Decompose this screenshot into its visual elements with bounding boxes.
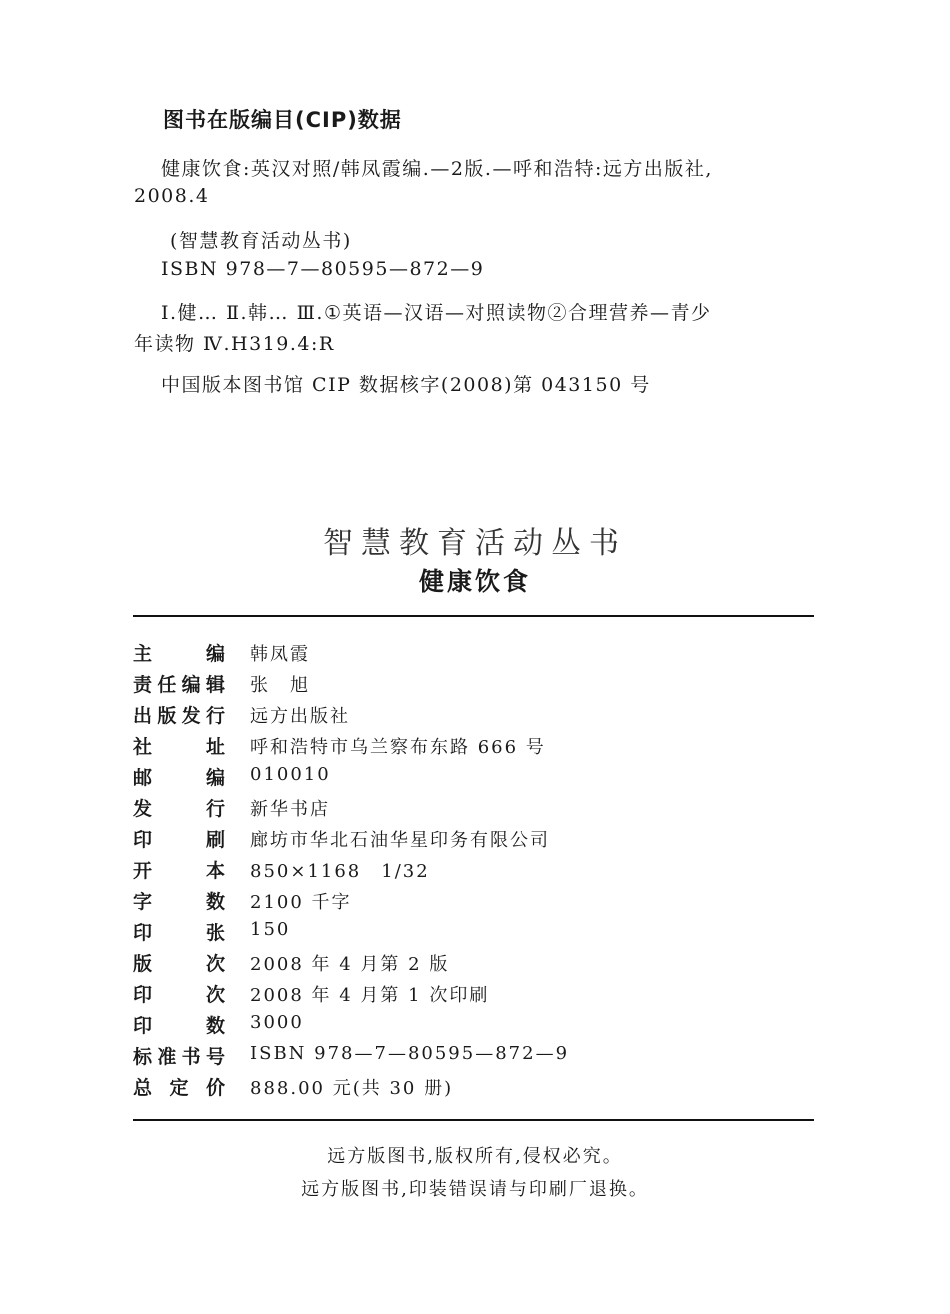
book-title: 健康饮食 [418, 567, 531, 596]
series-title: 智慧教育活动丛书 [323, 526, 627, 561]
imprint-label [133, 701, 225, 728]
imprint-label-char: 印 [133, 984, 153, 1006]
imprint-label-char: 号 [205, 1046, 225, 1068]
cip-line: ISBN 978—7—80595—872—9 [161, 258, 485, 280]
imprint-row [133, 670, 814, 701]
imprint-label [133, 1011, 225, 1038]
imprint-label [133, 980, 225, 1007]
imprint-label-char: 编 [181, 674, 201, 696]
imprint-label-char: 价 [205, 1077, 225, 1099]
cip-line: 年读物 Ⅳ.H319.4:R [134, 333, 335, 355]
imprint-label-char: 定 [169, 1077, 189, 1099]
cip-line: 健康饮食:英汉对照/韩凤霞编.—2版.—呼和浩特:远方出版社, [161, 158, 713, 180]
imprint-label-char: 标 [133, 1046, 153, 1068]
imprint-label [133, 763, 225, 790]
imprint-label-char: 编 [205, 643, 225, 665]
imprint-row [133, 1011, 814, 1042]
imprint-label [133, 1042, 225, 1069]
imprint-value: 2100 千字 [250, 892, 352, 913]
imprint-label-char: 本 [205, 860, 225, 882]
cip-line: (智慧教育活动丛书) [170, 230, 352, 252]
bottom-rule [133, 1119, 814, 1121]
imprint-label-char: 任 [157, 674, 177, 696]
imprint-row [133, 1073, 814, 1104]
imprint-label [133, 732, 225, 759]
imprint-value: 韩凤霞 [250, 644, 310, 665]
imprint-row [133, 980, 814, 1011]
imprint-label-char: 总 [133, 1077, 153, 1099]
imprint-value: 新华书店 [250, 799, 330, 820]
imprint-label-char: 址 [205, 736, 225, 758]
imprint-value: 010010 [250, 764, 331, 785]
imprint-label [133, 949, 225, 976]
imprint-label-char: 准 [157, 1046, 177, 1068]
imprint-label-char: 字 [133, 891, 153, 913]
imprint-value: 2008 年 4 月第 1 次印刷 [250, 985, 490, 1006]
cip-line: 2008.4 [134, 185, 210, 207]
imprint-label-char: 张 [205, 922, 225, 944]
imprint-row [133, 763, 814, 794]
imprint-row [133, 639, 814, 670]
imprint-row [133, 918, 814, 949]
imprint-label [133, 670, 225, 697]
imprint-row [133, 949, 814, 980]
imprint-value: 张 旭 [250, 675, 310, 696]
imprint-label-char: 邮 [133, 767, 153, 789]
imprint-value: 888.00 元(共 30 册) [250, 1078, 454, 1099]
imprint-row [133, 794, 814, 825]
imprint-label-char: 发 [181, 705, 201, 727]
imprint-label-char: 责 [133, 674, 153, 696]
imprint-label [133, 918, 225, 945]
imprint-label-char: 辑 [205, 674, 225, 696]
imprint-label [133, 639, 225, 666]
imprint-value: 3000 [250, 1012, 304, 1033]
imprint-value: ISBN 978—7—80595—872—9 [250, 1043, 570, 1064]
imprint-row [133, 732, 814, 763]
imprint-row [133, 701, 814, 732]
imprint-value: 呼和浩特市乌兰察布东路 666 号 [250, 737, 546, 758]
imprint-value: 远方出版社 [250, 706, 350, 727]
imprint-label-char: 行 [205, 705, 225, 727]
imprint-value: 2008 年 4 月第 2 版 [250, 954, 450, 975]
imprint-label-char: 刷 [205, 829, 225, 851]
imprint-label-char: 开 [133, 860, 153, 882]
imprint-label-char: 次 [205, 953, 225, 975]
imprint-label-char: 数 [205, 891, 225, 913]
imprint-label-char: 行 [205, 798, 225, 820]
imprint-label-char: 编 [205, 767, 225, 789]
defects-notice: 远方版图书,印装错误请与印刷厂退换。 [301, 1179, 649, 1200]
imprint-label [133, 1073, 225, 1100]
copyright-notice: 远方版图书,版权所有,侵权必究。 [327, 1146, 623, 1167]
cip-line: 中国版本图书馆 CIP 数据核字(2008)第 043150 号 [161, 374, 651, 396]
top-rule [133, 615, 814, 617]
imprint-row [133, 825, 814, 856]
imprint-value: 150 [250, 919, 291, 940]
imprint-label [133, 794, 225, 821]
imprint-label-char: 主 [133, 643, 153, 665]
imprint-label [133, 887, 225, 914]
imprint-row [133, 856, 814, 887]
imprint-label-char: 发 [133, 798, 153, 820]
imprint-label-char: 社 [133, 736, 153, 758]
imprint-label-char: 版 [133, 953, 153, 975]
imprint-label [133, 856, 225, 883]
imprint-label-char: 印 [133, 922, 153, 944]
imprint-label-char: 次 [205, 984, 225, 1006]
imprint-label [133, 825, 225, 852]
imprint-label-char: 数 [205, 1015, 225, 1037]
imprint-label-char: 印 [133, 829, 153, 851]
imprint-value: 850×1168 1/32 [250, 861, 430, 882]
imprint-row [133, 1042, 814, 1073]
imprint-label-char: 出 [133, 705, 153, 727]
imprint-label-char: 版 [157, 705, 177, 727]
imprint-label-char: 印 [133, 1015, 153, 1037]
imprint-label-char: 书 [181, 1046, 201, 1068]
cip-line: Ⅰ.健… Ⅱ.韩… Ⅲ.①英语—汉语—对照读物②合理营养—青少 [161, 302, 712, 324]
imprint-table [133, 639, 814, 1104]
cip-heading: 图书在版编目(CIP)数据 [163, 108, 402, 132]
imprint-value: 廊坊市华北石油华星印务有限公司 [250, 830, 550, 851]
imprint-row [133, 887, 814, 918]
